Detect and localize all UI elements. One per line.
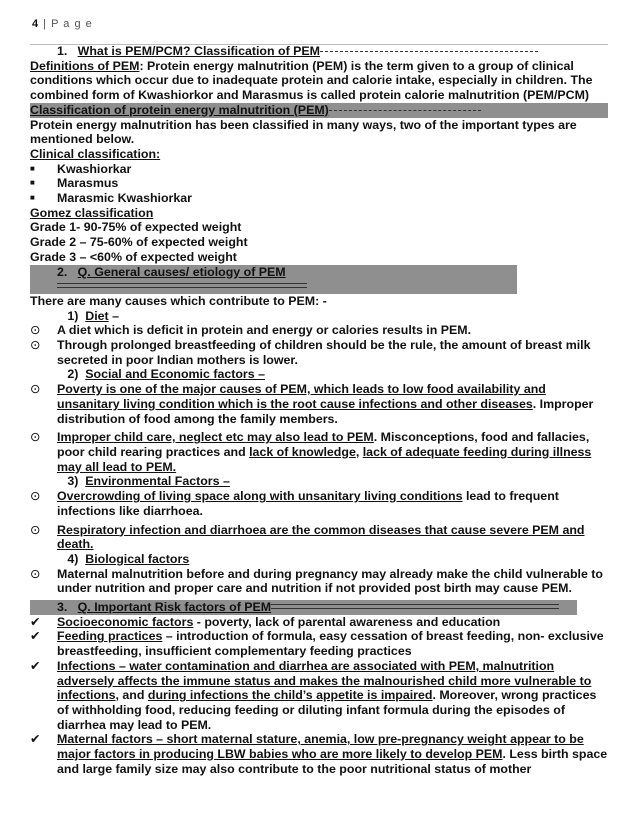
- check-mark-icon: ✔: [30, 629, 41, 644]
- subheading-diet: 1) Diet –: [67, 308, 120, 323]
- subheading-social: 2) Social and Economic factors –: [67, 367, 265, 382]
- list-item: ⊙ Improper child care, neglect etc may also lead to PEM. Misconceptions, food and fallacies, poor child rearing practices and lack of knowledge, lack of adequate feeding during illness may all lead to PEM.: [30, 430, 592, 474]
- classification-text: Protein energy malnutrition has been classified in many ways, two of the important types are mentioned below.: [30, 117, 577, 147]
- circled-dot-icon: ⊙: [30, 323, 41, 338]
- list-item: ■ Kwashiorkar: [30, 161, 132, 176]
- list-item: ⊙ Through prolonged breastfeeding of children should be the rule, the amount of breast milk secreted in poor Indian mothers is lower.: [30, 338, 591, 367]
- list-item: ⊙ Overcrowding of living space along with unsanitary living conditions lead to frequent infections like diarrhoea.: [30, 489, 559, 518]
- document-body: [30, 44, 608, 776]
- square-bullet-icon: ■: [30, 178, 35, 188]
- square-bullet-icon: ■: [30, 163, 35, 173]
- check-mark-icon: ✔: [30, 614, 41, 629]
- list-item: ⊙ Respiratory infection and diarrhoea are the common diseases that cause severe PEM and death.: [30, 522, 585, 552]
- list-item: ✔ Feeding practices – introduction of formula, easy cessation of breast feeding, non- exclusive breastfeeding, insufficient complementary feeding practices: [30, 629, 604, 659]
- gomez-heading: Gomez classification: [30, 205, 154, 220]
- circled-dot-icon: ⊙: [30, 382, 41, 397]
- subheading-biological: 4) Biological factors: [67, 551, 190, 566]
- circled-dot-icon: ⊙: [30, 489, 41, 504]
- list-item: ⊙ Maternal malnutrition before and during pregnancy may already make the child vulnerable to under nutrition and proper care and nutrition if not provided post birth may cause PEM.: [30, 566, 604, 596]
- grade-item: Grade 1- 90-75% of expected weight: [30, 220, 242, 235]
- check-mark-icon: ✔: [30, 732, 41, 747]
- circled-dot-icon: ⊙: [30, 430, 41, 445]
- section-2-heading: 2. Q. General causes/ etiology of PEM: [30, 265, 517, 294]
- list-item: ⊙ Poverty is one of the major causes of PEM, which leads to low food availability and unsanitary living condition which is the root cause infections and other diseases. Improper distribution of food among the family members.: [30, 382, 594, 426]
- page-number: 4 | P a g e: [32, 18, 93, 30]
- circled-dot-icon: ⊙: [30, 338, 41, 353]
- list-item: ✔ Infections – water contamination and diarrhea are associated with PEM, malnutrition adversely affects the immune status and makes the malnourished child more vulnerable to infections, and during infections the child’s appetite is impaired. Moreover, wrong practices of withholding food, reducing feeding or diluting infant formula during the episodes of diarrhea may lead to PEM.: [30, 658, 597, 732]
- clinical-heading: Clinical classification:: [30, 146, 161, 161]
- grade-item: Grade 3 – <60% of expected weight: [30, 249, 237, 264]
- list-item: ✔ Socioeconomic factors - poverty, lack of parental awareness and education: [30, 614, 501, 629]
- section-1-heading: 1. What is PEM/PCM? Classification of PEM: [30, 44, 608, 59]
- list-item: ✔ Maternal factors – short maternal stature, anemia, low pre-pregnancy weight appear to be major factors in producing LBW babies who are more likely to develop PEM. Less birth space and large family size may also contribute to the poor nutritional status of mother: [30, 732, 608, 776]
- list-item: ■ Marasmic Kwashiorkar: [30, 191, 192, 206]
- subheading-environment: 3) Environmental Factors –: [67, 474, 230, 489]
- circled-dot-icon: ⊙: [30, 566, 41, 581]
- circled-dot-icon: ⊙: [30, 522, 41, 537]
- square-bullet-icon: ■: [30, 193, 35, 203]
- list-item: ⊙ A diet which is deficit in protein and energy or calories results in PEM.: [30, 323, 472, 338]
- check-mark-icon: ✔: [30, 658, 41, 673]
- section-3-heading: 3. Q. Important Risk factors of PEM: [30, 600, 577, 615]
- grade-item: Grade 2 – 75-60% of expected weight: [30, 235, 248, 250]
- causes-intro: There are many causes which contribute to PEM: -: [30, 293, 327, 308]
- definition-paragraph: Definitions of PEM: Protein energy malnutrition (PEM) is the term given to a group of clinical conditions which occur due to inadequate protein and calorie intake, especially in children. The combined form of Kwashiorkor and Marasmus is called protein calorie malnutrition (PEM/PCM): [30, 58, 593, 103]
- list-item: ■ Marasmus: [30, 176, 119, 191]
- classification-heading: Classification of protein energy malnutrition (PEM): [30, 103, 608, 118]
